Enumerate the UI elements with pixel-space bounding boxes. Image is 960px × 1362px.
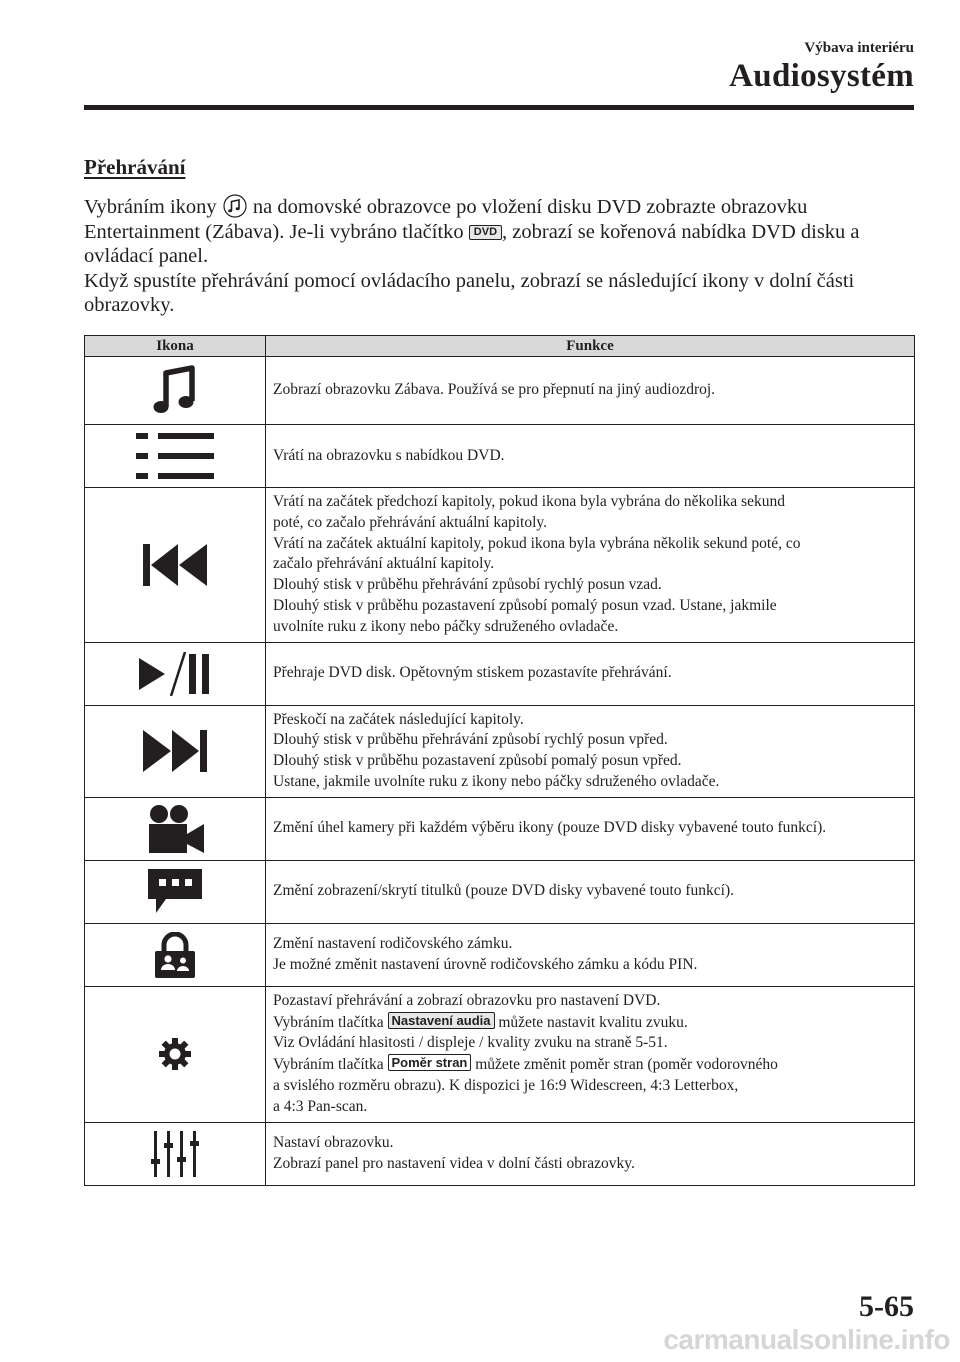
music-note-icon [222,194,248,218]
description-line: Je možné změnit nastavení úrovně rodičovského zámku a kódu PIN. [273,955,698,973]
table-row [85,860,915,923]
description-cell [266,797,915,860]
intro-p1-part3: , zobrazí se kořenová nabídka DVD disku a ovládací panel. [84,220,860,267]
description-line: Dlouhý stisk v průběhu přehrávání způsobí rychlý posun vpřed. [273,731,668,749]
description-cell [266,986,915,1122]
description-line: začalo přehrávání aktuální kapitoly. [273,555,495,573]
parental-lock-icon [155,932,195,978]
header-rule [84,105,914,110]
icon-cell [85,425,266,488]
description-line: Ustane, jakmile uvolníte ruku z ikony nebo páčky sdruženého ovladače. [273,772,720,790]
function-table [84,335,915,1186]
footer-url: carmanualsonline.info [663,1324,950,1355]
description-line: Změní nastavení rodičovského zámku. [273,934,513,952]
intro-paragraph-2: Když spustíte přehrávání pomocí ovládacího panelu, zobrazí se následující ikony v dolní části obrazovky. [84,269,855,316]
description-line: Vrátí na obrazovku s nabídkou DVD. [273,446,505,464]
aspect-ratio-chip: Poměr stran [388,1054,472,1071]
description-line: Zobrazí obrazovku Zábava. Používá se pro přepnutí na jiný audiozdroj. [273,381,716,399]
icon-cell [85,923,266,986]
description-line: poté, co začalo přehrávání aktuální kapitoly. [273,513,548,531]
page-number: 5-65 [859,1290,914,1323]
dvd-button-chip: DVD [469,225,502,240]
intro-p1-part2: na domovské obrazovce po vložení disku DVD zobrazte obrazovku Entertainment (Zábava). Je-li vybráno tlačítko [84,196,808,243]
description-line: Viz Ovládání hlasitosti / displeje / kvality zvuku na straně 5-51. [273,1034,668,1052]
description-line: a 4:3 Pan-scan. [273,1097,368,1115]
line-text: můžete nastavit kvalitu zvuku. [494,1013,688,1031]
header-title: Audiosystém [729,58,914,94]
description-line: Dlouhý stisk v průběhu pozastavení způsobí pomalý posun vpřed. [273,752,682,770]
menu-list-icon [136,433,214,479]
header-category: Výbava interiéru [804,40,914,56]
description-line: Nastaví obrazovku. [273,1133,394,1151]
line-text: můžete změnit poměr stran (poměr vodorovného [471,1056,778,1074]
intro-p1-part1: Vybráním ikony [84,196,222,218]
description-line: uvolníte ruku z ikony nebo páčky sdruženého ovladače. [273,617,619,635]
table-row [85,705,915,797]
line-text: Vybráním tlačítka [273,1056,388,1074]
skip-previous-icon [143,544,207,586]
description-line: Přehraje DVD disk. Opětovným stiskem pozastavíte přehrávání. [273,664,672,682]
table-row [85,642,915,705]
description-cell [266,1122,915,1185]
icon-cell [85,705,266,797]
icon-cell [85,642,266,705]
description-cell [266,425,915,488]
description-cell [266,860,915,923]
description-line: a svislého rozměru obrazu). K dispozici je 16:9 Widescreen, 4:3 Letterbox, [273,1076,739,1094]
description-line: Vrátí na začátek aktuální kapitoly, pokud ikona byla vybrána několik sekund poté, co [273,534,801,552]
audio-settings-chip: Nastavení audia [388,1012,495,1029]
table-row [85,797,915,860]
line-text: Vybráním tlačítka [273,1013,388,1031]
table-header-row [85,336,915,357]
slider-adjust-icon [151,1131,199,1177]
description-cell [266,705,915,797]
intro-text [84,194,914,318]
description-line [273,1012,908,1034]
music-note-icon [152,365,198,417]
table-row [85,923,915,986]
icon-cell [85,986,266,1122]
gear-icon [159,1038,191,1070]
table-row [85,986,915,1122]
description-line: Dlouhý stisk v průběhu pozastavení způsobí pomalý posun vzad. Ustane, jakmile [273,596,777,614]
table-row [85,425,915,488]
description-line: Změní zobrazení/skrytí titulků (pouze DVD disky vybavené touto funkcí). [273,882,735,900]
description-cell [266,357,915,425]
icon-cell [85,357,266,425]
icon-cell [85,1122,266,1185]
table-row [85,357,915,425]
description-cell [266,642,915,705]
icon-cell [85,797,266,860]
description-line: Dlouhý stisk v průběhu přehrávání způsobí rychlý posun vzad. [273,576,662,594]
play-pause-icon [139,652,211,696]
description-line [273,1054,908,1076]
description-line: Pozastaví přehrávání a zobrazí obrazovku pro nastavení DVD. [273,991,661,1009]
description-line: Vrátí na začátek předchozí kapitoly, pokud ikona byla vybrána do několika sekund [273,493,785,510]
description-line: Přeskočí na začátek následující kapitoly. [273,710,524,728]
video-camera-icon [146,804,204,854]
table-row [85,488,915,643]
description-cell [266,488,915,643]
subtitle-icon [148,869,202,915]
table-row [85,1122,915,1185]
icon-cell [85,860,266,923]
intro-paragraph-1 [84,194,914,269]
icon-cell [85,488,266,643]
description-line: Zobrazí panel pro nastavení videa v dolní části obrazovky. [273,1154,635,1172]
skip-next-icon [143,730,207,772]
description-cell [266,923,915,986]
header-icon: Ikona [85,336,266,357]
header-function: Funkce [266,336,915,357]
description-line: Změní úhel kamery při každém výběru ikony (pouze DVD disky vybavené touto funkcí). [273,819,827,837]
section-title: Přehrávání [84,155,186,179]
